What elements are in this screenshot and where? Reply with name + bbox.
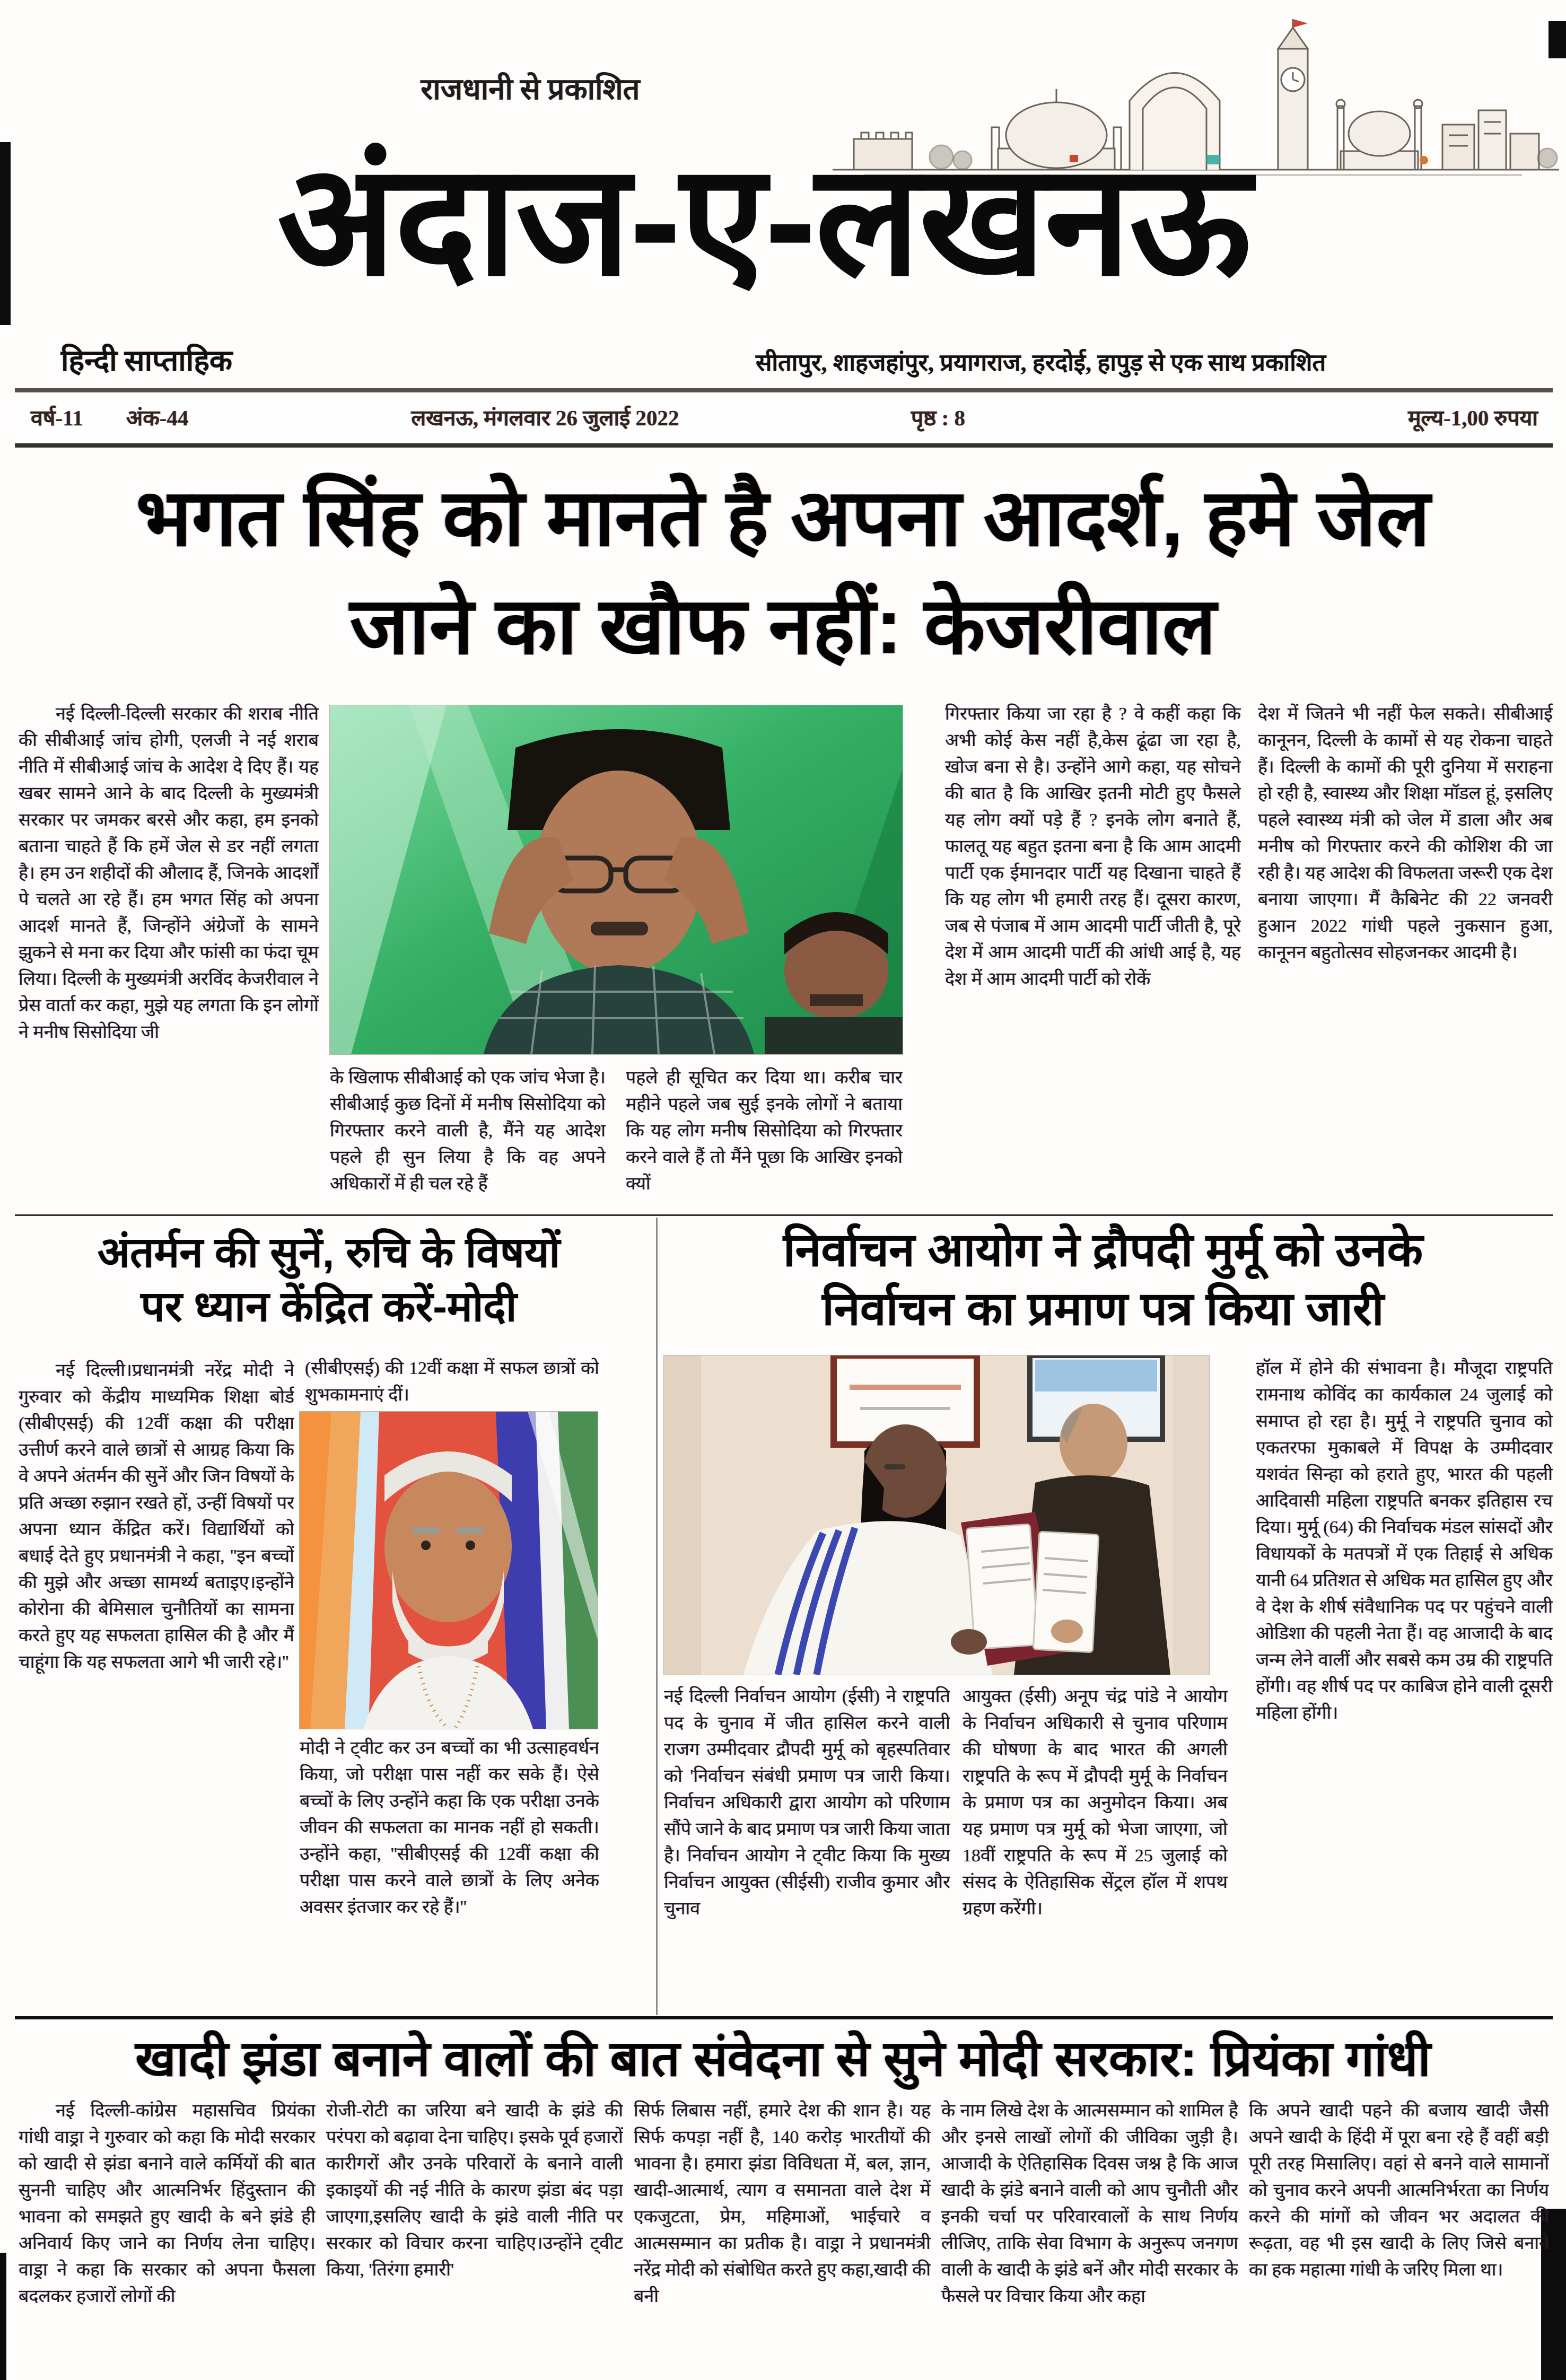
scan-artifact — [0, 2253, 6, 2380]
modi-photo — [300, 1412, 598, 1729]
kejriwal-photo — [330, 705, 903, 1054]
dateline-bar — [15, 388, 1553, 448]
modi-headline-line2: पर ध्यान केंद्रित करें-मोदी — [141, 1283, 517, 1330]
modi-headline-line1: अंतर्मन की सुनें, रुचि के विषयों — [97, 1229, 561, 1276]
khadi-col-4: के नाम लिखे देश के आत्मसम्मान को शामिल है और इनसे लाखों लोगों की जीविका जुड़ी है। आजादी के ऐतिहासिक दिवस जश्न है कि आज खादी के झंडे बनाने वाली को आप चुनौती और इनकी चर्चा पर परिवारवालों के साथ निर्णय लीजिए, ताकि सेवा विभाग के अनुरूप जनगण वाली के खादी के झंडे बनें और मोदी सरकार के फैसले पर विचार किया और कहा — [941, 2101, 1238, 2306]
khadi-headline: खादी झंडा बनाने वालों की बात संवेदना से सुने मोदी सरकार: प्रियंका गांधी — [135, 2031, 1431, 2086]
bottom-section-rule — [15, 2016, 1553, 2019]
lead-headline-line1: भगत सिंह को मानते है अपना आदर्श, हमे जेल — [136, 473, 1430, 562]
lead-headline — [16, 462, 1550, 679]
masthead-tagline: राजधानी से प्रकाशित — [421, 73, 640, 106]
section-divider-rule — [15, 1214, 1553, 1216]
lead-col-2: के खिलाफ सीबीआई को एक जांच भेजा है। सीबीआई कुछ दिनों में मनीष सिसोदिया को गिरफ्तार करने वाली है, मैंने यह आदेश पहले ही सुन लिया है कि वह अपने अधिकारों में ही चल रहे हैं — [330, 1068, 606, 1194]
publication-cities: सीतापुर, शाहजहांपुर, प्रयागराज, हरदोई, हापुड़ से एक साथ प्रकाशित — [756, 349, 1326, 376]
newspaper-title: अंदाज-ए-लखनऊ — [277, 134, 1250, 307]
lead-col-5: देश में जितने भी नहीं फेल सकते। सीबीआई कानूनन, दिल्ली के कामों से यह रोकना चाहते हैं। दिल्ली के कामों की पूरी दुनिया में सराहना हो रही है, स्वास्थ्य और शिक्षा मॉडल हूं, इसलिए पहले स्वास्थ्य मंत्री को जेल में डाला और अब मनीष को गिरफ्तार करने की कोशिश की जा रही है। यह आदेश की विफलता जरूरी एक देश बनाया जाएगा। मैं कैबिनेट की 22 जनवरी हुआन 2022 गांधी पहले नुकसान हुआ, कानूनन बहुतोत्सव सोहजनकर आदमी है। — [1258, 704, 1553, 962]
column-divider-vertical — [656, 1218, 658, 2015]
edition-label: हिन्दी साप्ताहिक — [61, 345, 233, 378]
dateline-issue: अंक-44 — [126, 406, 189, 430]
murmu-side-col: हॉल में होने की संभावना है। मौजूदा राष्ट्रपति रामनाथ कोविंद का कार्यकाल 24 जुलाई को समाप्त हो रहा है। मुर्मू ने राष्ट्रपति चुनाव को एकतरफा मुकाबले में विपक्ष के उम्मीदवार यशवंत सिन्हा को हराते हुए, भारत की पहली आदिवासी महिला राष्ट्रपति बनकर इतिहास रच दिया। मुर्मू (64) की निर्वाचक मंडल सांसदों और विधायकों के मतपत्रों में एक तिहाई से अधिक यानी 64 प्रतिशत से अधिक मत हासिल हुए और वे देश के शीर्ष संवैधानिक पद पर पहुंचने वाली ओडिशा की पहली नेता हैं। वह आजादी के बाद जन्म लेने वालीं और सबसे कम उम्र की राष्ट्रपति होंगी। वह शीर्ष पद पर काबिज होने वाली दूसरी महिला होंगी। — [1256, 1359, 1553, 1723]
modi-col-2-bottom: मोदी ने ट्वीट कर उन बच्चों का भी उत्साहवर्धन किया, जो परीक्षा पास नहीं कर सके हैं। ऐसे बच्चों के लिए उन्होंने कहा कि एक परीक्षा उनके जीवन की सफलता का मानक नहीं हो सकती। उन्होंने कहा, ''सीबीएसई की 12वीं कक्षा की परीक्षा पास करने वाले छात्रों के लिए अनेक अवसर इंतजार कर रहे हैं।'' — [300, 1738, 599, 1917]
dateline-page-number: पृष्ठ : 8 — [911, 406, 966, 430]
murmu-story-headline — [666, 1220, 1541, 1337]
dateline-volume: वर्ष-11 — [31, 406, 83, 430]
modi-story-headline — [21, 1225, 636, 1333]
lead-col-3: पहले ही सूचित कर दिया था। करीब चार महीने पहले जब सुई इनके लोगों ने बताया कि यह लोग मनीष सिसोदिया को गिरफ्तार करने वाले हैं तो मैंने पूछा कि आखिर इनको क्यों — [626, 1068, 903, 1194]
lead-col-1: नई दिल्ली-दिल्ली सरकार की शराब नीति की सीबीआई जांच होगी, एलजी ने नई शराब नीति में सीबीआई जांच के आदेश दे दिए हैं। यह खबर सामने आने के बाद दिल्ली के मुख्यमंत्री सरकार पर जमकर बरसे और कहा, हम इनको बताना चाहते हैं कि हमें जेल से डर नहीं लगता है। हम उन शहीदों की औलाद हैं, जिनके आदर्शों पे चलते आ रहे हैं। हम भगत सिंह को अपना आदर्श मानते हैं, जिन्होंने अंग्रेजों के सामने झुकने से मना कर दिया और फांसी का फंदा चूम लिया। दिल्ली के मुख्यमंत्री अरविंद केजरीवाल ने प्रेस वार्ता कर कहा, मुझे यह लगता कि इन लोगों ने मनीष सिसोदिया जी — [19, 704, 319, 1042]
murmu-headline-line2: निर्वाचन का प्रमाण पत्र किया जारी — [822, 1282, 1384, 1335]
dateline-price: मूल्य-1,00 रुपया — [1408, 406, 1538, 430]
khadi-col-5: कि अपने खादी पहने की बजाय खादी जैसी अपने खादी के हिंदी में पूरा बना रहे हैं वहीं बड़ी पूरी तरह मिसालिए। वहां से बनने वाले सामानों को चुनाव करने अपनी आत्मनिर्भरता का निर्णय करने की मांगों को जीवन भर अदालत की रूढ़ता, वह भी इस खादी के लिए जिसे बनाने का हक महात्मा गांधी के जरिए मिला था। — [1249, 2101, 1549, 2280]
scan-artifact — [0, 142, 11, 325]
dateline-place-date: लखनऊ, मंगलवार 26 जुलाई 2022 — [411, 406, 679, 430]
khadi-col-1: नई दिल्ली-कांग्रेस महासचिव प्रियंका गांधी वाड्रा ने गुरुवार को कहा कि मोदी सरकार को खादी से झंडा बनाने वाले कर्मियों की बात सुननी चाहिए और आत्मनिर्भर हिंदुस्तान की भावना को समझते हुए खादी के बने झंडे ही अनिवार्य किए जाने का निर्णय लेना चाहिए। वाड्रा ने कहा कि सरकार को अपना फैसला बदलकर हजारों लोगों की — [19, 2101, 316, 2306]
khadi-col-2: रोजी-रोटी का जरिया बने खादी के झंडे की परंपरा को बढ़ावा देना चाहिए। इसके पूर्व हजारों कारीगरों और उनके परिवारों के बनाने वाली इकाइयों की नई नीति के कारण झंडा बंद पड़ा जाएगा,इसलिए खादी के झंडे वाली नीति पर सरकार को विचार करना चाहिए।उन्होंने ट्वीट किया, 'तिरंगा हमारी' — [326, 2101, 623, 2280]
modi-col-2-top: (सीबीएसई) की 12वीं कक्षा में सफल छात्रों को शुभकामनाएं दीं। — [305, 1359, 599, 1405]
khadi-col-3: सिर्फ लिबास नहीं, हमारे देश की शान है। यह सिर्फ कपड़ा नहीं है, 140 करोड़ भारतीयों की भावना है। हमारा झंडा विविधता में, बल, ज्ञान, खादी-आत्मार्थ, त्याग व समानता वाले देश में एकजुटता, प्रेम, महिमाओं, भाईचारे व आत्मसम्मान का प्रतीक है। वाड्रा ने प्रधानमंत्री नरेंद्र मोदी को संबोधित करते हुए कहा,खादी की बनी — [634, 2101, 931, 2306]
modi-col-1: नई दिल्ली।प्रधानमंत्री नरेंद्र मोदी ने गुरुवार को केंद्रीय माध्यमिक शिक्षा बोर्ड (सीबीएसई) की 12वीं कक्षा की परीक्षा उत्तीर्ण करने वाले छात्रों से आग्रह किया कि वे अपने अंतर्मन की सुनें और जिन विषयों के प्रति अच्छा रुझान रखते हों, उन्हीं विषयों पर अपना ध्यान केंद्रित करें। विद्यार्थियों को बधाई देते हुए प्रधानमंत्री ने कहा, ''इन बच्चों की मुझे और अच्छा सामर्थ्य बताइए।इन्होंने कोरोना की बेमिसाल चुनौतियों का सामना करते हुए यह सफलता हासिल की है और मैं चाहूंगा कि यह सफलता आगे भी जारी रहे।'' — [19, 1361, 294, 1672]
murmu-below-col-2: आयुक्त (ईसी) अनूप चंद्र पांडे ने आयोग के निर्वाचन अधिकारी से चुनाव परिणाम की घोषणा के बाद भारत की अगली राष्ट्रपति के रूप में द्रौपदी मुर्मू के निर्वाचन के प्रमाण पत्र का अनुमोदन किया। अब यह प्रमाण पत्र मुर्मू को भेजा जाएगा, जो 18वीं राष्ट्रपति के रूप में 25 जुलाई को संसद के ऐतिहासिक सेंट्रल हॉल में शपथ ग्रहण करेंगी। — [963, 1687, 1228, 1919]
lead-col-4: गिरफ्तार किया जा रहा है ? वे कहीं कहा कि अभी कोई केस नहीं है,केस ढूंढा जा रहा है, खोज बना से है। उन्होंने आगे कहा, यह सोचने की बात है कि आखिर इतनी मोटी हुए फैसले यह लोग क्यों पड़े हैं ? इनके लोग बनाते हैं, फालतू यह बहुत इतना बना है कि आम आदमी पार्टी एक ईमानदार पार्टी यह दिखाना चाहते हैं कि यह लोग भी हमारी तरह हैं। दूसरा कारण, जब से पंजाब में आम आदमी पार्टी जीती है, पूरे देश में आम आदमी पार्टी की आंधी आई है, यह देश में आम आदमी पार्टी को रोकें — [945, 704, 1241, 989]
murmu-headline-line1: निर्वाचन आयोग ने द्रौपदी मुर्मू को उनके — [783, 1223, 1423, 1276]
murmu-certificate-photo — [664, 1355, 1209, 1675]
lead-headline-line2: जाने का खौफ नहीं: केजरीवाल — [349, 581, 1217, 670]
murmu-below-col-1: नई दिल्ली निर्वाचन आयोग (ईसी) ने राष्ट्रपति पद के चुनाव में जीत हासिल करने वाली राजग उम्मीदवार द्रौपदी मुर्मू को बृहस्पतिवार को 'निर्वाचन संबंधी प्रमाण पत्र जारी किया। निर्वाचन अधिकारी द्वारा आयोग को परिणाम सौंपे जाने के बाद प्रमाण पत्र जारी किया जाता है। निर्वाचन आयोग ने ट्वीट किया कि मुख्य निर्वाचन आयुक्त (सीईसी) राजीव कुमार और चुनाव — [664, 1687, 950, 1919]
